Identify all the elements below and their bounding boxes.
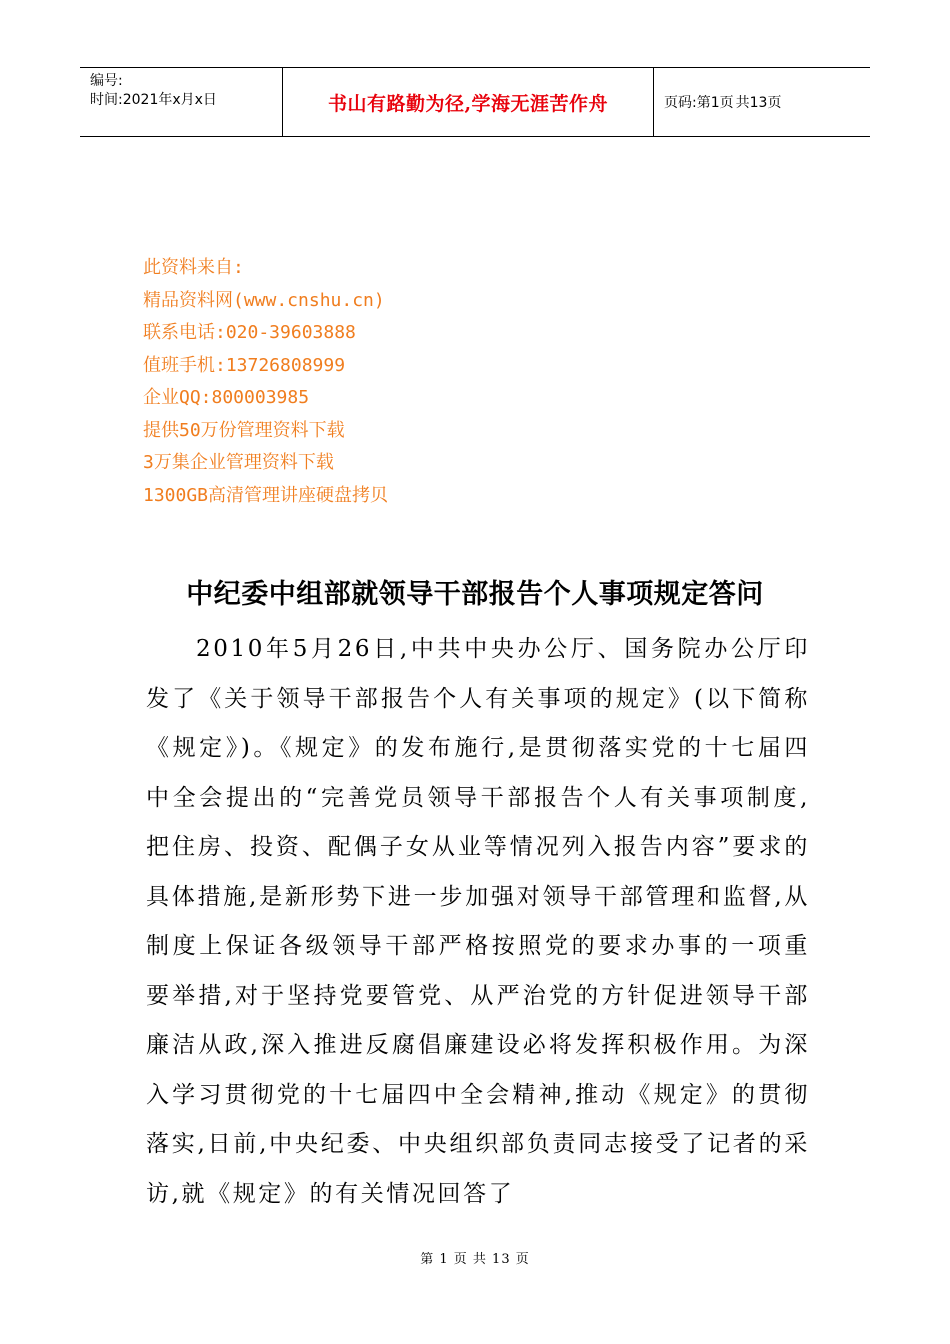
source-line: 提供50万份管理资料下载 [143, 419, 345, 441]
header-page-label: 页码:第1页 [664, 95, 734, 111]
document-title: 中纪委中组部就领导干部报告个人事项规定答问 [186, 579, 764, 610]
source-line: 精品资料网(www.cnshu.cn) [143, 289, 385, 311]
source-line: 联系电话:020-39603888 [143, 322, 356, 343]
source-info-block [143, 252, 388, 512]
page-header [80, 67, 870, 137]
source-line: 3万集企业管理资料下载 [143, 452, 334, 473]
document-number-label: 编号: [90, 73, 123, 89]
source-line: 此资料来自: [143, 257, 244, 278]
document-paragraph: 2010年5月26日,中共中央办公厅、国务院办公厅印发了《关于领导干部报告个人有关事项的规定》(以下简称《规定》)。《规定》的发布施行,是贯彻落实党的十七届四中全会提出的“完善党员领导干部报告个人有关事项制度,把住房、投资、配偶子女从业等情况列入报告内容”要求的具体措施,是新形势下进一步加强对领导干部管理和监督,从制度上保证各级领导干部严格按照党的要求办事的一项重要举措,对于坚持党要管党、从严治党的方针促进领导干部廉洁从政,深入推进反腐倡廉建设必将发挥积极作用。为深入学习贯彻党的十七届四中全会精神,推动《规定》的贯彻落实,日前,中央纪委、中央组织部负责同志接受了记者的采访,就《规定》的有关情况回答了 [146, 636, 810, 1207]
header-page-cell [654, 68, 870, 136]
header-motto: 书山有路勤为径,学海无涯苦作舟 [327, 92, 609, 115]
source-line: 企业QQ:800003985 [143, 387, 310, 408]
header-total-label: 共13页 [735, 95, 782, 111]
document-time-label: 时间:2021年x月x日 [90, 92, 217, 108]
source-line: 1300GB高清管理讲座硬盘拷贝 [143, 484, 389, 506]
source-line: 值班手机:13726808999 [143, 354, 346, 376]
page-footer: 第 1 页 共 13 页 [420, 1252, 530, 1267]
header-motto-cell [283, 68, 654, 136]
header-meta-cell [80, 68, 283, 136]
